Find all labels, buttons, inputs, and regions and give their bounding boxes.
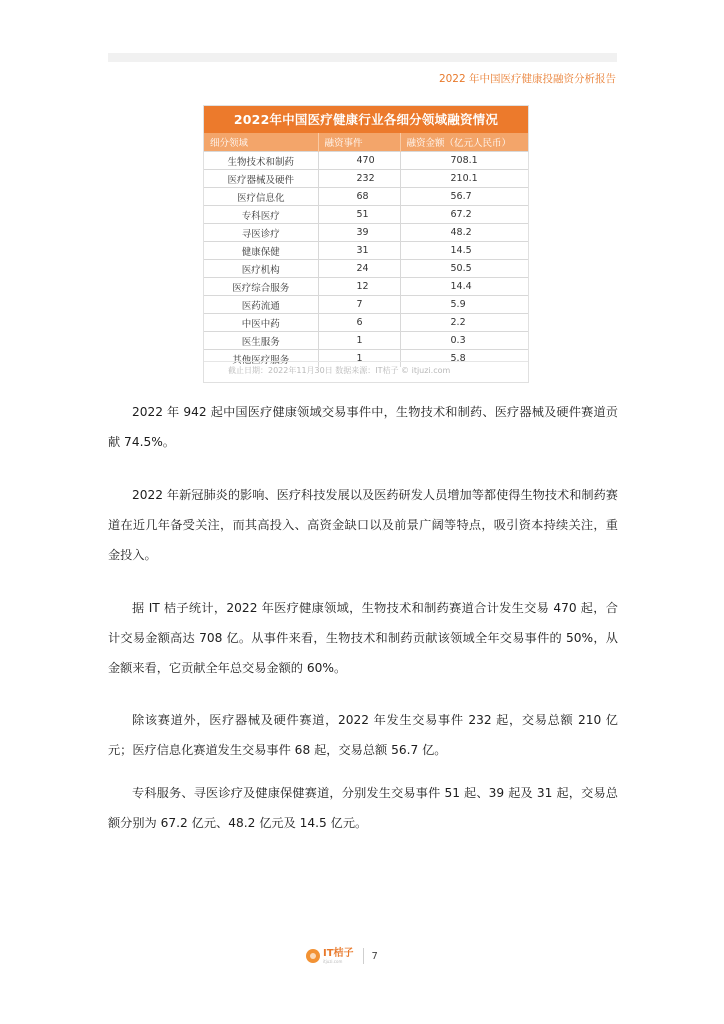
logo-text: IT桔子 [323, 948, 354, 959]
table-header-row [204, 133, 528, 152]
table-cell: 14.4 [400, 278, 528, 296]
table-cell: 专科医疗 [204, 206, 318, 224]
table-cell: 232 [318, 170, 400, 188]
table-row [204, 224, 528, 242]
orange-logo-icon [306, 949, 320, 963]
financing-table [204, 133, 528, 367]
paragraph: 2022 年新冠肺炎的影响、医疗科技发展以及医药研发人员增加等都使得生物技术和制药赛道在近几年备受关注，而其高投入、高资金缺口以及前景广阔等特点，吸引资本持续关注，重金投入。 [108, 488, 618, 562]
table-cell: 医疗信息化 [204, 188, 318, 206]
table-title: 2022年中国医疗健康行业各细分领域融资情况 [204, 106, 528, 133]
financing-table-figure [203, 105, 529, 383]
table-row [204, 242, 528, 260]
table-cell: 51 [318, 206, 400, 224]
table-row [204, 296, 528, 314]
table-cell: 医疗机构 [204, 260, 318, 278]
table-cell: 医疗综合服务 [204, 278, 318, 296]
table-cell: 210.1 [400, 170, 528, 188]
table-row [204, 152, 528, 170]
paragraph: 专科服务、寻医诊疗及健康保健赛道，分别发生交易事件 51 起、39 起及 31 起，交易总额分别为 67.2 亿元、48.2 亿元及 14.5 亿元。 [108, 786, 618, 830]
table-row [204, 260, 528, 278]
table-row [204, 278, 528, 296]
table-cell: 中医中药 [204, 314, 318, 332]
table-source-note: 截止日期：2022年11月30日 数据来源：IT桔子 © itjuzi.com [204, 361, 528, 380]
table-cell: 医生服务 [204, 332, 318, 350]
table-cell: 14.5 [400, 242, 528, 260]
table-row [204, 332, 528, 350]
table-cell: 2.2 [400, 314, 528, 332]
table-cell: 24 [318, 260, 400, 278]
table-cell: 56.7 [400, 188, 528, 206]
table-cell: 39 [318, 224, 400, 242]
table-row [204, 170, 528, 188]
paragraph: 据 IT 桔子统计，2022 年医疗健康领域，生物技术和制药赛道合计发生交易 470 起，合计交易金额高达 708 亿。从事件来看，生物技术和制药贡献该领域全年交易事件的 50%，从金额来看，它贡献全年总交易金额的 60%。 [108, 601, 618, 675]
table-cell: 50.5 [400, 260, 528, 278]
table-cell: 5.8 [400, 350, 528, 368]
report-title: 2022 年中国医疗健康投融资分析报告 [438, 73, 616, 85]
table-cell: 67.2 [400, 206, 528, 224]
column-header: 融资事件 [318, 133, 400, 152]
table-cell: 0.3 [400, 332, 528, 350]
header-bar [108, 53, 617, 62]
table-cell: 1 [318, 350, 400, 368]
table-cell: 1 [318, 332, 400, 350]
page-number: 7 [371, 950, 378, 962]
paragraph: 除该赛道外，医疗器械及硬件赛道，2022 年发生交易事件 232 起，交易总额 210 亿元；医疗信息化赛道发生交易事件 68 起，交易总额 56.7 亿。 [108, 713, 618, 757]
table-cell: 31 [318, 242, 400, 260]
table-cell: 寻医诊疗 [204, 224, 318, 242]
table-cell: 生物技术和制药 [204, 152, 318, 170]
page-footer [306, 946, 378, 966]
table-cell: 健康保健 [204, 242, 318, 260]
table-cell: 6 [318, 314, 400, 332]
table-cell: 12 [318, 278, 400, 296]
paragraph: 2022 年 942 起中国医疗健康领域交易事件中，生物技术和制药、医疗器械及硬件赛道贡献 74.5%。 [108, 405, 618, 449]
table-cell: 医药流通 [204, 296, 318, 314]
table-row [204, 188, 528, 206]
table-cell: 68 [318, 188, 400, 206]
logo-subtext: itjuzi.com [323, 959, 343, 964]
column-header: 融资金额（亿元人民币） [400, 133, 528, 152]
table-cell: 48.2 [400, 224, 528, 242]
table-cell: 708.1 [400, 152, 528, 170]
column-header: 细分领域 [204, 133, 318, 152]
table-cell: 5.9 [400, 296, 528, 314]
table-cell: 医疗器械及硬件 [204, 170, 318, 188]
table-cell: 7 [318, 296, 400, 314]
footer-divider [363, 948, 364, 964]
table-row [204, 314, 528, 332]
footer-logo [323, 948, 354, 964]
table-cell: 其他医疗服务 [204, 350, 318, 368]
table-cell: 470 [318, 152, 400, 170]
table-row [204, 206, 528, 224]
